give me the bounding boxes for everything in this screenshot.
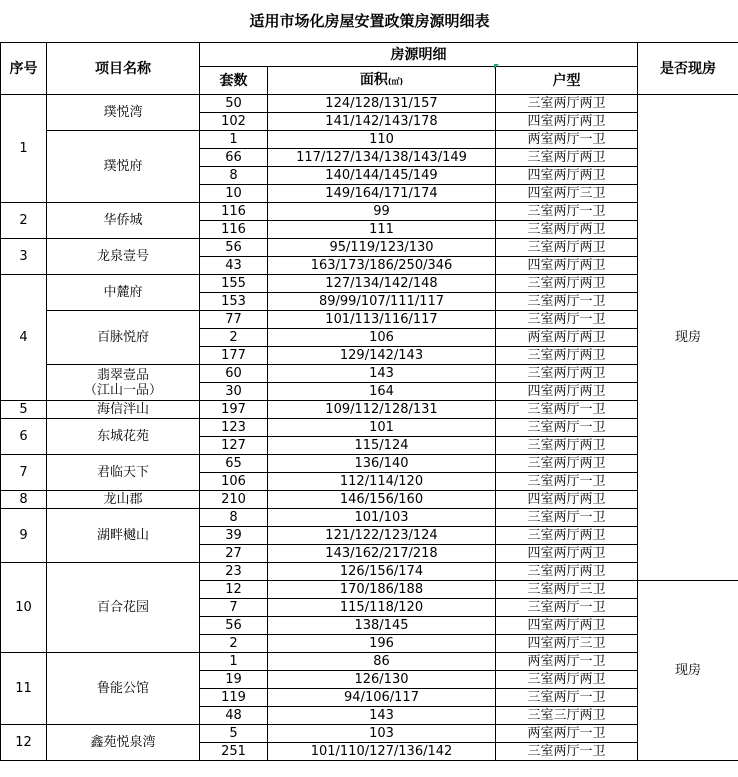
layout-cell: 三室两厅两卫 xyxy=(496,149,638,167)
area-cell: 129/142/143 xyxy=(268,347,496,365)
count-cell: 2 xyxy=(200,329,268,347)
count-cell: 251 xyxy=(200,743,268,761)
layout-cell: 三室两厅一卫 xyxy=(496,293,638,311)
project-name-cell: 龙山郡 xyxy=(47,491,200,509)
count-cell: 106 xyxy=(200,473,268,491)
header-area-unit: (㎡) xyxy=(387,76,404,86)
table-row xyxy=(1,491,738,509)
layout-cell: 四室两厅两卫 xyxy=(496,617,638,635)
project-name-cell: 璞悦湾 xyxy=(47,95,200,131)
project-name-cell: 百合花园 xyxy=(47,563,200,653)
layout-cell: 三室两厅一卫 xyxy=(496,509,638,527)
area-cell: 146/156/160 xyxy=(268,491,496,509)
project-name-alt: （江山一品） xyxy=(83,382,162,398)
index-cell: 7 xyxy=(1,455,47,491)
index-cell: 1 xyxy=(1,95,47,203)
project-name-cell: 东城花苑 xyxy=(47,419,200,455)
count-cell: 19 xyxy=(200,671,268,689)
layout-cell: 三室两厅一卫 xyxy=(496,311,638,329)
area-cell: 101/103 xyxy=(268,509,496,527)
layout-cell: 三室两厅一卫 xyxy=(496,689,638,707)
count-cell: 30 xyxy=(200,383,268,401)
layout-cell: 三室两厅一卫 xyxy=(496,743,638,761)
count-cell: 43 xyxy=(200,257,268,275)
area-cell: 143 xyxy=(268,707,496,725)
layout-cell: 三室两厅两卫 xyxy=(496,221,638,239)
count-cell: 2 xyxy=(200,635,268,653)
area-cell: 126/156/174 xyxy=(268,563,496,581)
layout-cell: 三室两厅两卫 xyxy=(496,455,638,473)
layout-cell: 三室两厅三卫 xyxy=(496,581,638,599)
table-row xyxy=(1,455,738,473)
area-cell: 124/128/131/157 xyxy=(268,95,496,113)
table-row xyxy=(1,203,738,221)
index-cell: 2 xyxy=(1,203,47,239)
area-cell: 101/110/127/136/142 xyxy=(268,743,496,761)
count-cell: 66 xyxy=(200,149,268,167)
table-row xyxy=(1,419,738,437)
count-cell: 155 xyxy=(200,275,268,293)
layout-cell: 三室两厅一卫 xyxy=(496,203,638,221)
project-name-cell: 百脉悦府 xyxy=(47,311,200,365)
project-name-cell: 鑫苑悦泉湾 xyxy=(47,725,200,761)
table-row xyxy=(1,401,738,419)
area-cell: 112/114/120 xyxy=(268,473,496,491)
layout-cell: 四室两厅三卫 xyxy=(496,185,638,203)
table-row xyxy=(1,239,738,257)
table-row xyxy=(1,725,738,743)
layout-cell: 两室两厅一卫 xyxy=(496,725,638,743)
table-row xyxy=(1,275,738,293)
header-detail: 房源明细 xyxy=(200,43,638,67)
area-cell: 143/162/217/218 xyxy=(268,545,496,563)
layout-cell: 两室两厅两卫 xyxy=(496,329,638,347)
project-name-cell: 海信泮山 xyxy=(47,401,200,419)
layout-cell: 三室两厅一卫 xyxy=(496,473,638,491)
area-cell: 117/127/134/138/143/149 xyxy=(268,149,496,167)
header-ready: 是否现房 xyxy=(638,43,738,95)
area-cell: 136/140 xyxy=(268,455,496,473)
project-name-cell: 龙泉壹号 xyxy=(47,239,200,275)
count-cell: 197 xyxy=(200,401,268,419)
table-row xyxy=(1,131,738,149)
count-cell: 153 xyxy=(200,293,268,311)
layout-cell: 三室两厅两卫 xyxy=(496,239,638,257)
area-cell: 99 xyxy=(268,203,496,221)
project-name-cell: 君临天下 xyxy=(47,455,200,491)
area-cell: 115/124 xyxy=(268,437,496,455)
project-name-cell: 璞悦府 xyxy=(47,131,200,203)
layout-cell: 三室两厅两卫 xyxy=(496,347,638,365)
index-cell: 10 xyxy=(1,563,47,653)
count-cell: 56 xyxy=(200,239,268,257)
table-row xyxy=(1,365,738,383)
count-cell: 1 xyxy=(200,131,268,149)
layout-cell: 三室两厅两卫 xyxy=(496,563,638,581)
layout-cell: 三室三厅两卫 xyxy=(496,707,638,725)
layout-cell: 四室两厅两卫 xyxy=(496,491,638,509)
count-cell: 8 xyxy=(200,167,268,185)
layout-cell: 四室两厅两卫 xyxy=(496,383,638,401)
ready-cell: 现房 xyxy=(638,581,738,761)
count-cell: 56 xyxy=(200,617,268,635)
layout-cell: 三室两厅一卫 xyxy=(496,419,638,437)
layout-cell: 三室两厅两卫 xyxy=(496,365,638,383)
area-cell: 86 xyxy=(268,653,496,671)
area-cell: 164 xyxy=(268,383,496,401)
layout-cell: 三室两厅两卫 xyxy=(496,275,638,293)
ready-cell: 现房 xyxy=(638,95,738,581)
count-cell: 177 xyxy=(200,347,268,365)
table-row xyxy=(1,563,738,581)
table-row xyxy=(1,95,738,113)
layout-cell: 三室两厅一卫 xyxy=(496,401,638,419)
index-cell: 8 xyxy=(1,491,47,509)
table-title: 适用市场化房屋安置政策房源明细表 xyxy=(249,12,490,30)
cell-comment-marker xyxy=(494,64,499,69)
count-cell: 116 xyxy=(200,203,268,221)
layout-cell: 两室两厅一卫 xyxy=(496,653,638,671)
count-cell: 48 xyxy=(200,707,268,725)
project-name-cell: 湖畔樾山 xyxy=(47,509,200,563)
count-cell: 116 xyxy=(200,221,268,239)
count-cell: 77 xyxy=(200,311,268,329)
count-cell: 8 xyxy=(200,509,268,527)
area-cell: 126/130 xyxy=(268,671,496,689)
count-cell: 65 xyxy=(200,455,268,473)
count-cell: 7 xyxy=(200,599,268,617)
count-cell: 127 xyxy=(200,437,268,455)
header-index: 序号 xyxy=(1,43,47,95)
area-cell: 89/99/107/111/117 xyxy=(268,293,496,311)
area-cell: 95/119/123/130 xyxy=(268,239,496,257)
count-cell: 123 xyxy=(200,419,268,437)
area-cell: 138/145 xyxy=(268,617,496,635)
count-cell: 119 xyxy=(200,689,268,707)
project-name-cell: 华侨城 xyxy=(47,203,200,239)
header-layout: 户型 xyxy=(496,67,638,95)
area-cell: 163/173/186/250/346 xyxy=(268,257,496,275)
area-cell: 110 xyxy=(268,131,496,149)
area-cell: 101 xyxy=(268,419,496,437)
count-cell: 23 xyxy=(200,563,268,581)
count-cell: 50 xyxy=(200,95,268,113)
layout-cell: 三室两厅两卫 xyxy=(496,671,638,689)
table-row xyxy=(1,311,738,329)
count-cell: 39 xyxy=(200,527,268,545)
layout-cell: 四室两厅两卫 xyxy=(496,113,638,131)
area-cell: 196 xyxy=(268,635,496,653)
header-project: 项目名称 xyxy=(47,43,200,95)
index-cell: 5 xyxy=(1,401,47,419)
layout-cell: 三室两厅一卫 xyxy=(496,599,638,617)
layout-cell: 四室两厅三卫 xyxy=(496,635,638,653)
header-count: 套数 xyxy=(200,67,268,95)
count-cell: 10 xyxy=(200,185,268,203)
index-cell: 4 xyxy=(1,275,47,401)
count-cell: 60 xyxy=(200,365,268,383)
area-cell: 141/142/143/178 xyxy=(268,113,496,131)
layout-cell: 两室两厅一卫 xyxy=(496,131,638,149)
area-cell: 121/122/123/124 xyxy=(268,527,496,545)
layout-cell: 三室两厅两卫 xyxy=(496,527,638,545)
layout-cell: 四室两厅两卫 xyxy=(496,167,638,185)
area-cell: 140/144/145/149 xyxy=(268,167,496,185)
project-name-cell xyxy=(47,365,200,401)
count-cell: 27 xyxy=(200,545,268,563)
count-cell: 102 xyxy=(200,113,268,131)
header-area-label: 面积 xyxy=(359,71,388,88)
area-cell: 143 xyxy=(268,365,496,383)
count-cell: 12 xyxy=(200,581,268,599)
area-cell: 170/186/188 xyxy=(268,581,496,599)
area-cell: 115/118/120 xyxy=(268,599,496,617)
index-cell: 9 xyxy=(1,509,47,563)
count-cell: 5 xyxy=(200,725,268,743)
area-cell: 149/164/171/174 xyxy=(268,185,496,203)
index-cell: 11 xyxy=(1,653,47,725)
area-cell: 109/112/128/131 xyxy=(268,401,496,419)
layout-cell: 三室两厅两卫 xyxy=(496,95,638,113)
layout-cell: 三室两厅两卫 xyxy=(496,437,638,455)
project-name-cell: 鲁能公馆 xyxy=(47,653,200,725)
count-cell: 1 xyxy=(200,653,268,671)
area-cell: 101/113/116/117 xyxy=(268,311,496,329)
layout-cell: 四室两厅两卫 xyxy=(496,545,638,563)
index-cell: 6 xyxy=(1,419,47,455)
area-cell: 106 xyxy=(268,329,496,347)
table-row xyxy=(1,509,738,527)
index-cell: 3 xyxy=(1,239,47,275)
index-cell: 12 xyxy=(1,725,47,761)
area-cell: 94/106/117 xyxy=(268,689,496,707)
count-cell: 210 xyxy=(200,491,268,509)
project-name: 翡翠壹品 xyxy=(96,367,149,383)
table-row xyxy=(1,653,738,671)
project-name-cell: 中麓府 xyxy=(47,275,200,311)
area-cell: 111 xyxy=(268,221,496,239)
area-cell: 103 xyxy=(268,725,496,743)
header-area xyxy=(268,67,496,95)
area-cell: 127/134/142/148 xyxy=(268,275,496,293)
layout-cell: 四室两厅两卫 xyxy=(496,257,638,275)
